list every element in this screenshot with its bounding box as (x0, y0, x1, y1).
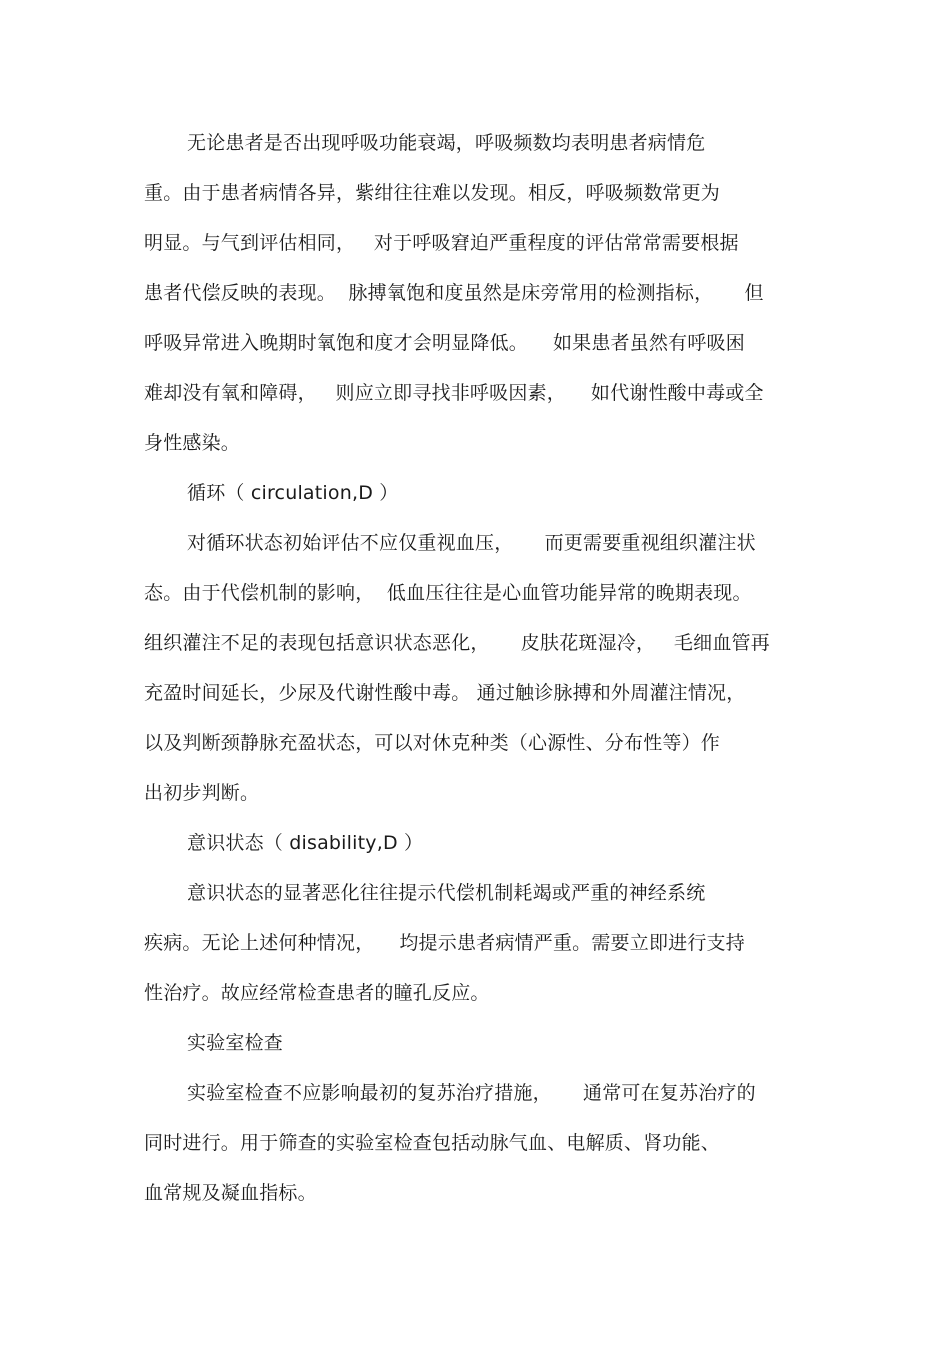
text-line: 出初步判断。 (144, 782, 260, 804)
text-line: 无论患者是否出现呼吸功能衰竭，呼吸频数均表明患者病情危 (187, 132, 706, 154)
text-line: 疾病。无论上述何种情况， 均提示患者病情严重。需要立即进行支持 (144, 932, 745, 954)
text-line: 对循环状态初始评估不应仅重视血压， 而更需要重视组织灌注状 (187, 532, 756, 554)
text-line: 呼吸异常进入晚期时氧饱和度才会明显降低。 如果患者虽然有呼吸困 (144, 332, 745, 354)
section-heading: 循环（ circulation,D ） (187, 482, 399, 504)
text-line: 患者代偿反映的表现。 脉搏氧饱和度虽然是床旁常用的检测指标， 但 (144, 282, 764, 304)
text-line: 实验室检查不应影响最初的复苏治疗措施， 通常可在复苏治疗的 (187, 1082, 756, 1104)
text-line: 态。由于代偿机制的影响， 低血压往往是心血管功能异常的晚期表现。 (144, 582, 752, 604)
text-line: 难却没有氧和障碍， 则应立即寻找非呼吸因素， 如代谢性酸中毒或全 (144, 382, 764, 404)
section-heading: 意识状态（ disability,D ） (187, 832, 424, 854)
text-line: 组织灌注不足的表现包括意识状态恶化， 皮肤花斑湿冷， 毛细血管再 (144, 632, 770, 654)
text-line: 重。由于患者病情各异，紫绀往往难以发现。相反，呼吸频数常更为 (144, 182, 721, 204)
text-line: 明显。与气到评估相同， 对于呼吸窘迫严重程度的评估常常需要根据 (144, 232, 739, 254)
text-line: 以及判断颈静脉充盈状态，可以对休克种类（心源性、分布性等）作 (144, 732, 721, 754)
text-line: 同时进行。用于筛查的实验室检查包括动脉气血、电解质、肾功能、 (144, 1132, 721, 1154)
text-line: 意识状态的显著恶化往往提示代偿机制耗竭或严重的神经系统 (187, 882, 706, 904)
text-line: 性治疗。故应经常检查患者的瞳孔反应。 (144, 982, 490, 1004)
text-line: 身性感染。 (144, 432, 241, 454)
text-line: 充盈时间延长，少尿及代谢性酸中毒。 通过触诊脉搏和外周灌注情况， (144, 682, 746, 704)
text-line: 血常规及凝血指标。 (144, 1182, 317, 1204)
section-heading: 实验室检查 (187, 1032, 284, 1054)
